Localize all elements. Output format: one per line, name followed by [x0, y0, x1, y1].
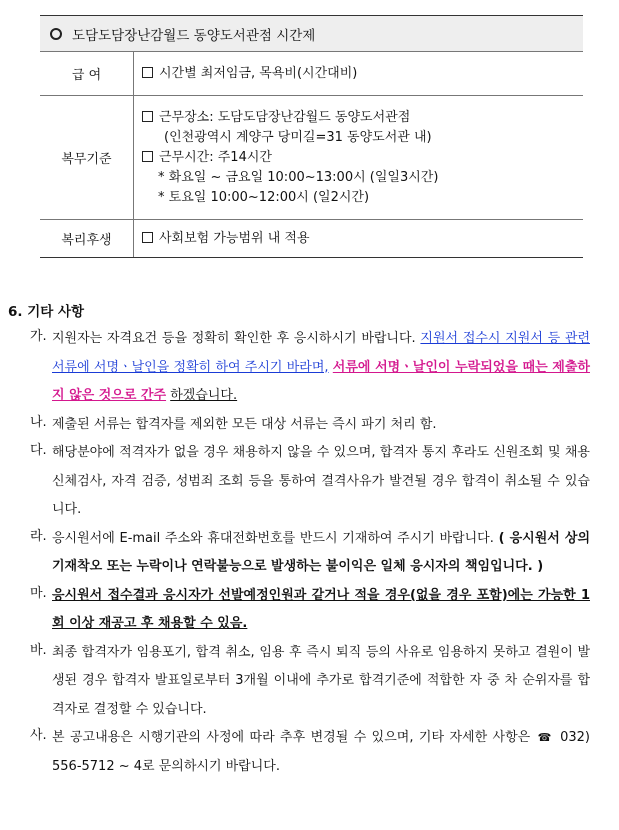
- ra-text: 응시원서에 E-mail 주소와 휴대전화번호를 반드시 기재하여 주시기 바랍니다.: [52, 530, 494, 546]
- ga-pink-notice: 서류에 서명ㆍ날인이 누락되었을 때는 제출하지 않은 것으로 간주: [52, 359, 590, 403]
- item-marker: 다.: [30, 443, 47, 458]
- item-text: 응시원서 접수결과 응시자가 선발예정인원과 같거나 적을 경우(없을 경우 포함)에는 가능한 1회 이상 재공고 후 채용할 수 있음.: [52, 587, 590, 631]
- sa-text: 본 공고내용은 시행기관의 사정에 따라 추후 변경될 수 있으며, 기타 자세한 사항은: [52, 730, 531, 745]
- checkbox-icon: [142, 111, 153, 122]
- item-marker: 사.: [30, 728, 47, 743]
- row-work: [40, 96, 583, 220]
- list-item: [30, 411, 590, 440]
- notice-list: [30, 325, 590, 781]
- item-marker: 라.: [30, 528, 47, 544]
- circle-bullet-icon: [50, 28, 62, 40]
- table-header-row: [40, 16, 583, 52]
- item-text: 해당분야에 적격자가 없을 경우 채용하지 않을 수 있으며, 합격자 통지 후라도 신원조회 및 채용신체검사, 자격 검증, 성범죄 조회 등을 통하여 결격사유가 발견될 경우 합격이 취소될 수 있습니다.: [52, 445, 590, 517]
- list-item: [30, 724, 590, 781]
- row-pay: [40, 52, 583, 96]
- item-text: 제출된 서류는 합격자를 제외한 모든 대상 서류는 즉시 파기 처리 함.: [52, 416, 437, 432]
- checkbox-icon: [142, 67, 153, 78]
- item-marker: 바.: [30, 642, 47, 658]
- row-welfare: [40, 220, 583, 258]
- item-marker: 나.: [30, 414, 47, 430]
- work-weekday-text: * 화요일 ~ 금요일 10:00~13:00시 (일일3시간): [158, 169, 439, 185]
- list-item: [30, 325, 590, 411]
- checkbox-icon: [142, 232, 153, 243]
- row-label-pay: 급 여: [40, 52, 134, 96]
- section-title: 6. 기타 사항: [8, 304, 85, 320]
- list-item: [30, 439, 590, 525]
- row-label-work: 복무기준: [40, 96, 134, 220]
- item-marker: 가.: [30, 329, 47, 344]
- item-marker: 마.: [30, 585, 47, 601]
- row-value-work: [134, 96, 584, 220]
- row-label-welfare: 복리후생: [40, 220, 134, 258]
- table-header: [40, 16, 583, 52]
- item-text: [52, 325, 590, 411]
- item-text: [52, 525, 590, 582]
- list-item: [30, 639, 590, 725]
- work-hours-text: 근무시간: 주14시간: [159, 149, 272, 165]
- pay-text: 시간별 최저임금, 목욕비(시간대비): [159, 65, 358, 81]
- recruitment-table: [40, 15, 583, 258]
- sa-phone: 032) 556-5712 ~ 4로 문의하시기 바랍니다.: [52, 730, 590, 774]
- item-text: 최종 합격자가 임용포기, 합격 취소, 임용 후 즉시 퇴직 등의 사유로 임용하지 못하고 결원이 발생된 경우 합격자 발표일로부터 3개월 이내에 추가로 합격기준에 적합한 자 중 차 순위자를 합격자로 결정할 수 있습니다.: [52, 644, 590, 717]
- table-header-text: 도담도담장난감월드 동양도서관점 시간제: [72, 27, 316, 44]
- ga-tail: 하겠습니다.: [170, 388, 238, 403]
- phone-icon: ☎: [537, 731, 553, 744]
- checkbox-icon: [142, 151, 153, 162]
- row-value-welfare: [134, 220, 584, 258]
- row-value-pay: [134, 52, 584, 96]
- ga-blue-notice: 지원서 접수시 지원서 등 관련 서류에 서명ㆍ날인을 정확히 하여 주시기 바라며,: [52, 331, 590, 375]
- work-address-text: (인천광역시 계양구 당미길=31 동양도서관 내): [164, 129, 432, 145]
- welfare-text: 사회보험 가능범위 내 적용: [159, 230, 310, 246]
- work-saturday-text: * 토요일 10:00~12:00시 (일2시간): [158, 189, 370, 205]
- list-item: [30, 582, 590, 639]
- ra-bold-notice: ( 응시원서 상의 기재착오 또는 누락이나 연락불능으로 발생하는 불이익은 일체 응시자의 책임입니다. ): [52, 530, 591, 574]
- list-item: [30, 525, 590, 582]
- work-place-text: 근무장소: 도담도담장난감월드 동양도서관점: [159, 109, 411, 125]
- item-text: [52, 724, 590, 781]
- ga-plain: 지원자는 자격요건 등을 정확히 확인한 후 응시하시기 바랍니다.: [52, 331, 416, 346]
